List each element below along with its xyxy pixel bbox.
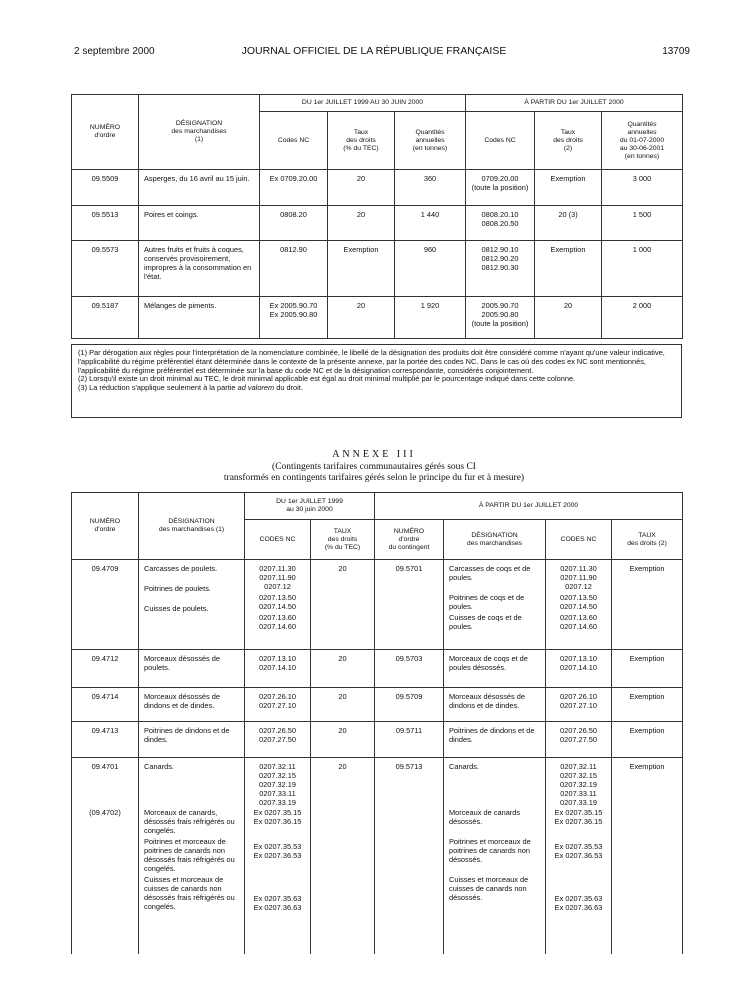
footnote-1: (1) Par dérogation aux règles pour l'interprétation de la nomenclature combinée, le libellé de la désignation des produits doit être considéré comme n'ayant qu'une valeur indicative, l'applicabilité du régime préférentiel étant déterminée dans le contexte de la présente annexe, par la portée des codes NC. Dans le cas où des codes ex NC sont mentionnés, l'applicabilité du régime préférentiel est déterminée sur la base du code NC et de la désignation correspondante, considérés conjointement. bbox=[78, 348, 665, 375]
col-header-codes-nc: Codes NC bbox=[260, 112, 328, 170]
item-codes: 0207.32.11 0207.32.15 0207.32.19 0207.33.11 0207.33.19 bbox=[560, 762, 597, 807]
table-row bbox=[72, 170, 683, 206]
item-codes: 0207.11.30 0207.11.90 0207.12 bbox=[560, 564, 597, 591]
table-row bbox=[72, 758, 683, 954]
cell-designation bbox=[139, 758, 245, 954]
cell-codes-nc: 0207.13.10 0207.14.10 bbox=[245, 650, 311, 688]
cell-codes-nc bbox=[245, 758, 311, 954]
cell-taux: Exemption bbox=[535, 170, 602, 206]
item-designation: Poitrines et morceaux de poitrines de canards non désossés. bbox=[449, 837, 531, 864]
cell-codes-nc bbox=[546, 758, 612, 954]
cell-taux: 20 bbox=[328, 297, 395, 339]
cell-taux: Exemption bbox=[612, 758, 683, 954]
annex-subtitle-line-1: (Contingents tarifaires communautaires gérés sous CI bbox=[272, 462, 476, 472]
cell-taux: Exemption bbox=[612, 560, 683, 650]
col-header-period-1999: DU 1er JUILLET 1999 au 30 juin 2000 bbox=[245, 493, 375, 520]
item-codes: Ex 0207.35.63 Ex 0207.36.63 bbox=[253, 894, 302, 912]
item-designation: Cuisses et morceaux de cuisses de canards non désossés frais réfrigérés ou congelés. bbox=[144, 875, 235, 911]
item-designation: Carcasses de coqs et de poules. bbox=[449, 564, 531, 582]
footnote-3-text: (3) La réduction s'applique seulement à la partie bbox=[78, 383, 238, 393]
item-designation: Cuisses de coqs et de poules. bbox=[449, 613, 522, 631]
cell-quantite: 960 bbox=[395, 241, 466, 297]
cell-designation bbox=[139, 560, 245, 650]
cell-taux: 20 bbox=[535, 297, 602, 339]
col-header-taux: Taux des droits (2) bbox=[535, 112, 602, 170]
table-row bbox=[72, 560, 683, 650]
cell-numero: 09.4714 bbox=[72, 688, 139, 722]
page-number: 13709 bbox=[662, 46, 690, 57]
cell-taux: 20 bbox=[311, 688, 375, 722]
cell-numero: 09.5513 bbox=[72, 206, 139, 241]
cell-numero: 09.4712 bbox=[72, 650, 139, 688]
cell-codes-nc: 0808.20 bbox=[260, 206, 328, 241]
annex-subtitle-line-2: transformés en contingents tarifaires gérés selon le principe du fur et à mesure) bbox=[223, 473, 525, 483]
col-header-codes-nc: CODES NC bbox=[245, 520, 311, 560]
cell-codes-nc: 0808.20.10 0808.20.50 bbox=[466, 206, 535, 241]
cell-quantite: 2 000 bbox=[602, 297, 683, 339]
footnote-2: (2) Lorsqu'il existe un droit minimal au TEC, le droit minimal applicable est égal au droit minimal multiplié par le pourcentage indiqué dans cette colonne. bbox=[78, 374, 576, 384]
cell-numero: 09.4709 bbox=[72, 560, 139, 650]
row-number: (09.4702) bbox=[89, 808, 121, 817]
col-header-codes-nc: CODES NC bbox=[546, 520, 612, 560]
item-designation: Canards. bbox=[144, 762, 174, 771]
col-header-numero: NUMÉRO d'ordre bbox=[72, 95, 139, 170]
cell-taux: Exemption bbox=[612, 688, 683, 722]
cell-designation: Poitrines de dindons et de dindes. bbox=[139, 722, 245, 758]
cell-quantite: 1 500 bbox=[602, 206, 683, 241]
cell-taux: 20 bbox=[311, 758, 375, 954]
annex-title: ANNEXE III bbox=[332, 449, 416, 460]
cell-codes-nc: 0207.26.50 0207.27.50 bbox=[546, 722, 612, 758]
cell-numero-contingent: 09.5709 bbox=[375, 688, 444, 722]
annex-subtitle bbox=[0, 462, 748, 484]
cell-designation: Morceaux désossés de dindons et de dindes. bbox=[444, 688, 546, 722]
table-row bbox=[72, 688, 683, 722]
cell-codes-nc: 0812.90.10 0812.90.20 0812.90.30 bbox=[466, 241, 535, 297]
item-codes: 0207.13.60 0207.14.60 bbox=[259, 613, 296, 631]
cell-numero: 09.4713 bbox=[72, 722, 139, 758]
cell-codes-nc: 2005.90.70 2005.90.80 (toute la position) bbox=[466, 297, 535, 339]
cell-designation: Poitrines de dindons et de dindes. bbox=[444, 722, 546, 758]
cell-numero: 09.5187 bbox=[72, 297, 139, 339]
page-date: 2 septembre 2000 bbox=[74, 46, 155, 57]
item-codes: Ex 0207.35.53 Ex 0207.36.53 bbox=[253, 842, 302, 860]
cell-taux: 20 bbox=[311, 650, 375, 688]
table-row bbox=[72, 297, 683, 339]
col-header-designation: DÉSIGNATION des marchandises bbox=[444, 520, 546, 560]
cell-numero-contingent: 09.5703 bbox=[375, 650, 444, 688]
item-codes: Ex 0207.35.15 Ex 0207.36.15 bbox=[554, 808, 603, 826]
cell-numero bbox=[72, 758, 139, 954]
item-designation: Cuisses de poulets. bbox=[144, 604, 209, 613]
table-row bbox=[72, 722, 683, 758]
col-header-period-2000: À PARTIR DU 1er JUILLET 2000 bbox=[466, 95, 683, 112]
cell-codes-nc: 0812.90 bbox=[260, 241, 328, 297]
col-header-numero: NUMÉRO d'ordre bbox=[72, 493, 139, 560]
col-header-period-2000: À PARTIR DU 1er JUILLET 2000 bbox=[375, 493, 683, 520]
cell-codes-nc: Ex 2005.90.70 Ex 2005.90.80 bbox=[260, 297, 328, 339]
cell-taux: Exemption bbox=[535, 241, 602, 297]
item-codes: 0207.13.50 0207.14.50 bbox=[560, 593, 597, 611]
quota-table-annexe-3 bbox=[71, 492, 683, 954]
footnote-3-text-end: du droit. bbox=[274, 383, 303, 393]
cell-codes-nc: 0207.26.10 0207.27.10 bbox=[546, 688, 612, 722]
col-header-designation: DÉSIGNATION des marchandises (1) bbox=[139, 493, 245, 560]
item-designation: Carcasses de poulets. bbox=[144, 564, 218, 573]
item-designation: Poitrines de poulets. bbox=[144, 584, 211, 593]
cell-designation: Asperges, du 16 avril au 15 juin. bbox=[139, 170, 260, 206]
cell-taux: 20 bbox=[328, 170, 395, 206]
item-codes: Ex 0207.35.53 Ex 0207.36.53 bbox=[554, 842, 603, 860]
item-codes: 0207.32.11 0207.32.15 0207.32.19 0207.33.11 0207.33.19 bbox=[259, 762, 296, 807]
item-codes: Ex 0207.35.15 Ex 0207.36.15 bbox=[253, 808, 302, 826]
cell-taux: 20 (3) bbox=[535, 206, 602, 241]
footnotes bbox=[71, 344, 682, 418]
table-row bbox=[72, 241, 683, 297]
cell-quantite: 360 bbox=[395, 170, 466, 206]
cell-designation: Autres fruits et fruits à coques, conservés provisoirement, impropres à la consommation en l'état. bbox=[139, 241, 260, 297]
cell-codes-nc bbox=[245, 560, 311, 650]
cell-quantite: 1 920 bbox=[395, 297, 466, 339]
cell-codes-nc: Ex 0709.20.00 bbox=[260, 170, 328, 206]
row-number: 09.4701 bbox=[91, 762, 119, 771]
cell-codes-nc: 0207.26.50 0207.27.50 bbox=[245, 722, 311, 758]
col-header-taux: TAUX des droits (% du TEC) bbox=[311, 520, 375, 560]
cell-designation bbox=[444, 560, 546, 650]
journal-title: JOURNAL OFFICIEL DE LA RÉPUBLIQUE FRANÇAISE bbox=[241, 45, 507, 57]
cell-designation: Morceaux de coqs et de poules désossés. bbox=[444, 650, 546, 688]
item-codes: Ex 0207.35.63 Ex 0207.36.63 bbox=[554, 894, 603, 912]
item-designation: Morceaux de canards désossés. bbox=[449, 808, 521, 826]
cell-quantite: 3 000 bbox=[602, 170, 683, 206]
item-designation: Poitrines de coqs et de poules. bbox=[449, 593, 525, 611]
col-header-period-1999: DU 1er JUILLET 1999 AU 30 JUIN 2000 bbox=[260, 95, 466, 112]
cell-numero: 09.5509 bbox=[72, 170, 139, 206]
col-header-taux: Taux des droits (% du TEC) bbox=[328, 112, 395, 170]
cell-numero-contingent: 09.5713 bbox=[375, 758, 444, 954]
col-header-designation: DÉSIGNATION des marchandises (1) bbox=[139, 95, 260, 170]
cell-taux: Exemption bbox=[612, 650, 683, 688]
footnote-3 bbox=[78, 384, 675, 393]
col-header-quantites: Quantités annuelles (en tonnes) bbox=[395, 112, 466, 170]
footnote-3-emphasis: ad valorem bbox=[237, 383, 275, 393]
cell-codes-nc: 0207.13.10 0207.14.10 bbox=[546, 650, 612, 688]
cell-codes-nc bbox=[546, 560, 612, 650]
item-codes: 0207.13.60 0207.14.60 bbox=[560, 613, 597, 631]
cell-designation: Mélanges de piments. bbox=[139, 297, 260, 339]
col-header-codes-nc: Codes NC bbox=[466, 112, 535, 170]
item-codes: 0207.13.50 0207.14.50 bbox=[259, 593, 296, 611]
col-header-quantites: Quantités annuelles du 01-07-2000 au 30-06-2001 (en tonnes) bbox=[602, 112, 683, 170]
cell-designation bbox=[444, 758, 546, 954]
table-row bbox=[72, 206, 683, 241]
cell-taux: 20 bbox=[311, 560, 375, 650]
quota-table-1 bbox=[71, 94, 683, 339]
item-designation: Canards. bbox=[449, 762, 479, 771]
col-header-numero-contingent: NUMÉRO d'ordre du contingent bbox=[375, 520, 444, 560]
item-codes: 0207.11.30 0207.11.90 0207.12 bbox=[259, 564, 296, 591]
cell-codes-nc: 0709.20.00 (toute la position) bbox=[466, 170, 535, 206]
cell-quantite: 1 000 bbox=[602, 241, 683, 297]
cell-designation: Morceaux désossés de dindons et de dindes. bbox=[139, 688, 245, 722]
cell-quantite: 1 440 bbox=[395, 206, 466, 241]
cell-designation: Poires et coings. bbox=[139, 206, 260, 241]
item-designation: Poitrines et morceaux de poitrines de canards non désossés frais réfrigérés ou congelés. bbox=[144, 837, 235, 873]
cell-taux: Exemption bbox=[612, 722, 683, 758]
cell-taux: 20 bbox=[328, 206, 395, 241]
cell-numero: 09.5573 bbox=[72, 241, 139, 297]
cell-numero-contingent: 09.5711 bbox=[375, 722, 444, 758]
cell-codes-nc: 0207.26.10 0207.27.10 bbox=[245, 688, 311, 722]
item-designation: Cuisses et morceaux de cuisses de canards non désossés. bbox=[449, 875, 529, 902]
table-row bbox=[72, 650, 683, 688]
cell-taux: 20 bbox=[311, 722, 375, 758]
col-header-taux: TAUX des droits (2) bbox=[612, 520, 683, 560]
cell-taux: Exemption bbox=[328, 241, 395, 297]
cell-designation: Morceaux désossés de poulets. bbox=[139, 650, 245, 688]
item-designation: Morceaux de canards, désossés frais réfrigérés ou congelés. bbox=[144, 808, 235, 835]
cell-numero-contingent: 09.5701 bbox=[375, 560, 444, 650]
